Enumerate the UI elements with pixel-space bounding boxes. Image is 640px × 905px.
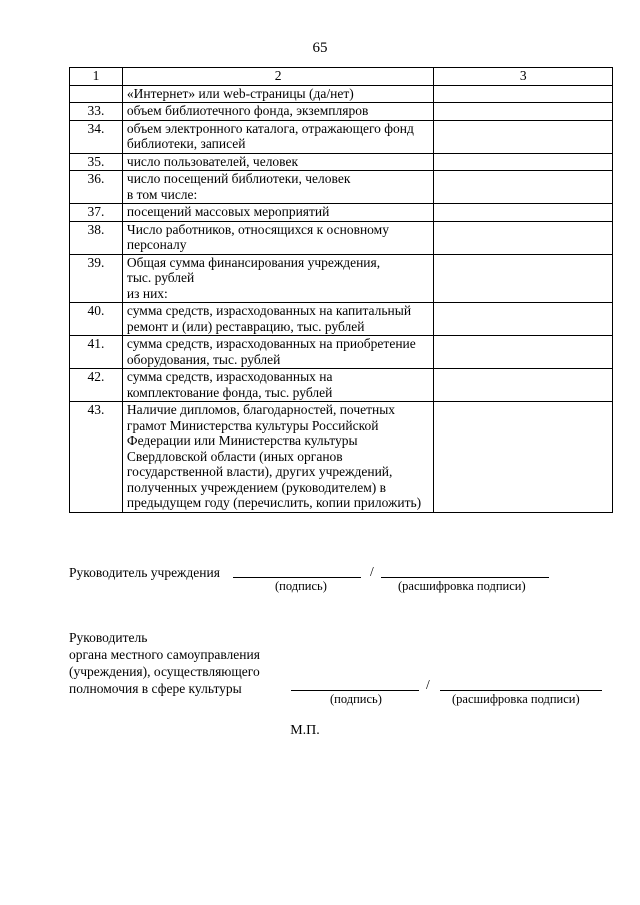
header-col-1: 1 xyxy=(70,68,123,86)
table-row xyxy=(70,153,613,171)
row-value-cell[interactable] xyxy=(434,336,613,369)
table-row xyxy=(70,85,613,103)
page-number: 65 xyxy=(312,40,328,56)
authority-sign-caption: (подпись) xyxy=(330,692,382,706)
stamp-place-label: М.П. xyxy=(290,723,320,738)
authority-label-line-1: Руководитель xyxy=(69,630,148,645)
row-value-cell[interactable] xyxy=(434,171,613,204)
head-of-institution-label: Руководитель учреждения xyxy=(69,565,220,580)
head-decode-line[interactable] xyxy=(381,577,549,578)
authority-decode-line[interactable] xyxy=(440,690,602,691)
table-row xyxy=(70,171,613,204)
row-number-cell: 34. xyxy=(70,120,123,153)
row-indicator-cell: сумма средств, израсходованных на капитальный ремонт и (или) реставрацию, тыс. рублей xyxy=(122,303,433,336)
row-number-cell: 42. xyxy=(70,369,123,402)
table-row xyxy=(70,103,613,121)
row-value-cell[interactable] xyxy=(434,153,613,171)
row-indicator-cell: Общая сумма финансирования учреждения, тыс. рублей из них: xyxy=(122,254,433,303)
row-number-cell: 33. xyxy=(70,103,123,121)
row-indicator-cell: «Интернет» или web-страницы (да/нет) xyxy=(122,85,433,103)
authority-signature-line[interactable] xyxy=(291,690,419,691)
row-number-cell: 36. xyxy=(70,171,123,204)
row-indicator-cell: Наличие дипломов, благодарностей, почетных грамот Министерства культуры Российской Федерации или Министерства культуры Свердловской области (иных органов государственной власти), других учреждений, полученных учреждением (руководителем) в предыдущем году (перечислить, копии приложить) xyxy=(122,402,433,513)
row-number-cell: 43. xyxy=(70,402,123,513)
table-row xyxy=(70,369,613,402)
row-number-cell: 38. xyxy=(70,221,123,254)
row-indicator-cell: объем библиотечного фонда, экземпляров xyxy=(122,103,433,121)
row-value-cell[interactable] xyxy=(434,103,613,121)
row-number-cell: 41. xyxy=(70,336,123,369)
head-sign-caption: (подпись) xyxy=(275,579,327,593)
head-decode-caption: (расшифровка подписи) xyxy=(398,579,526,593)
header-col-3: 3 xyxy=(434,68,613,86)
table-header-row xyxy=(70,68,613,86)
row-number-cell: 35. xyxy=(70,153,123,171)
table-row xyxy=(70,254,613,303)
row-indicator-cell: сумма средств, израсходованных на комплектование фонда, тыс. рублей xyxy=(122,369,433,402)
table-row xyxy=(70,204,613,222)
row-indicator-cell: посещений массовых мероприятий xyxy=(122,204,433,222)
row-indicator-cell: сумма средств, израсходованных на приобретение оборудования, тыс. рублей xyxy=(122,336,433,369)
row-number-cell: 40. xyxy=(70,303,123,336)
row-indicator-cell: Число работников, относящихся к основному персоналу xyxy=(122,221,433,254)
row-value-cell[interactable] xyxy=(434,120,613,153)
authority-label-line-2: органа местного самоуправления xyxy=(69,647,260,662)
row-value-cell[interactable] xyxy=(434,221,613,254)
authority-label-line-3: (учреждения), осуществляющего xyxy=(69,664,260,679)
row-indicator-cell: число пользователей, человек xyxy=(122,153,433,171)
table-row xyxy=(70,221,613,254)
row-value-cell[interactable] xyxy=(434,85,613,103)
row-number-cell: 37. xyxy=(70,204,123,222)
row-value-cell[interactable] xyxy=(434,303,613,336)
report-table xyxy=(69,67,613,513)
authority-label-line-4: полномочия в сфере культуры xyxy=(69,681,242,696)
row-indicator-cell: число посещений библиотеки, человек в том числе: xyxy=(122,171,433,204)
row-value-cell[interactable] xyxy=(434,402,613,513)
table-row xyxy=(70,402,613,513)
head-slash: / xyxy=(370,564,374,579)
row-value-cell[interactable] xyxy=(434,254,613,303)
table-row xyxy=(70,303,613,336)
row-indicator-cell: объем электронного каталога, отражающего фонд библиотеки, записей xyxy=(122,120,433,153)
table-row xyxy=(70,120,613,153)
row-value-cell[interactable] xyxy=(434,204,613,222)
row-number-cell xyxy=(70,85,123,103)
row-value-cell[interactable] xyxy=(434,369,613,402)
header-col-2: 2 xyxy=(122,68,433,86)
authority-slash: / xyxy=(426,677,430,692)
authority-head-label xyxy=(69,629,260,697)
authority-decode-caption: (расшифровка подписи) xyxy=(452,692,580,706)
row-number-cell: 39. xyxy=(70,254,123,303)
head-signature-line[interactable] xyxy=(233,577,361,578)
table-row xyxy=(70,336,613,369)
